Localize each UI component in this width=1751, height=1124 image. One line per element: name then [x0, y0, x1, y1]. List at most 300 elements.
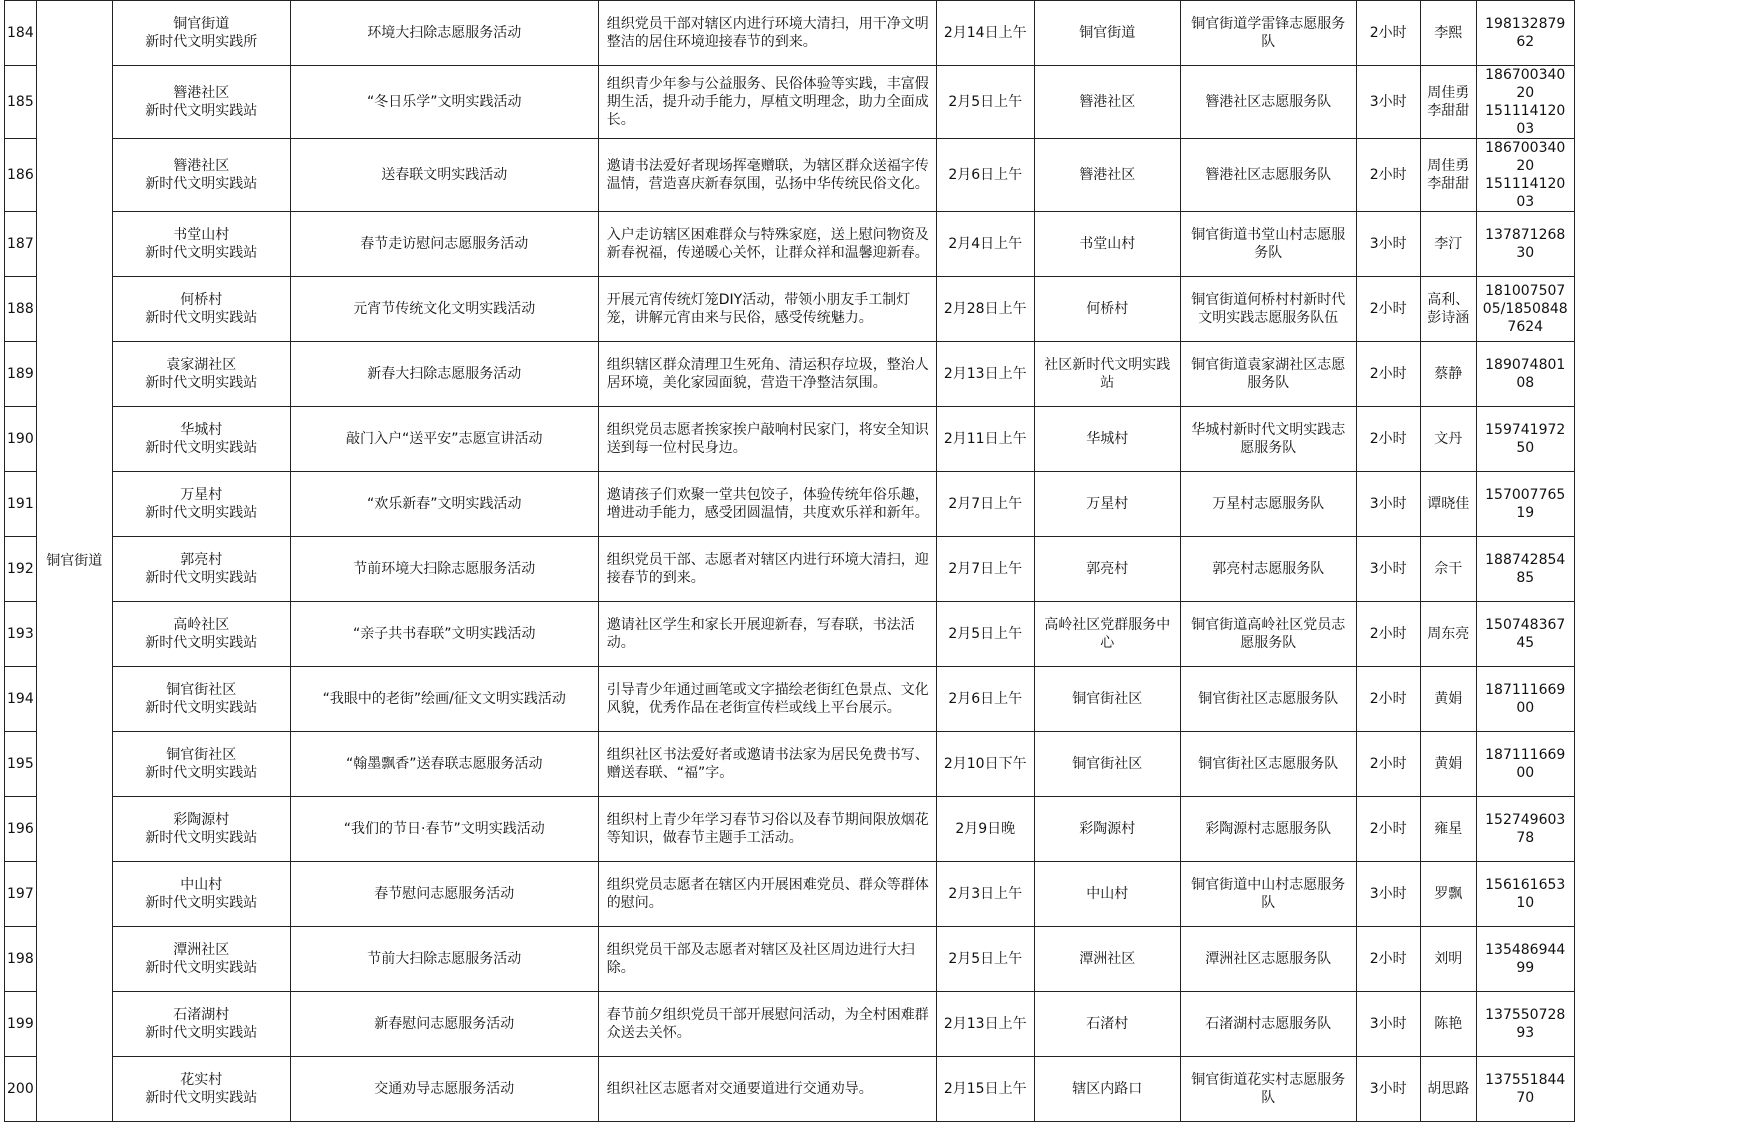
table-row: [5, 927, 1575, 992]
activity-name-cell[interactable]: [290, 667, 598, 732]
duration-cell[interactable]: [1356, 1, 1420, 66]
service-team-cell[interactable]: [1180, 407, 1356, 472]
table-row: [5, 139, 1575, 212]
activity-time-cell-text: 2月5日上午: [948, 626, 1023, 642]
duration-cell[interactable]: [1356, 342, 1420, 407]
duration-cell-text: 2小时: [1369, 756, 1407, 772]
service-team-cell[interactable]: [1180, 1057, 1356, 1122]
activity-time-cell[interactable]: [936, 1, 1034, 66]
activity-description-cell[interactable]: [598, 537, 936, 602]
contact-person-cell[interactable]: [1420, 277, 1476, 342]
contact-person-cell[interactable]: [1420, 602, 1476, 667]
organizer-cell-text: 新时代文明实践站: [145, 103, 258, 119]
activity-time-cell[interactable]: [936, 732, 1034, 797]
contact-person-cell[interactable]: [1420, 992, 1476, 1057]
organizer-cell-text: 新时代文明实践站: [145, 830, 258, 846]
service-team-cell[interactable]: [1180, 212, 1356, 277]
organizer-cell[interactable]: [112, 277, 290, 342]
contact-person-cell[interactable]: [1420, 342, 1476, 407]
row-number-cell-text: 199: [7, 1016, 34, 1032]
duration-cell-text: 3小时: [1369, 94, 1407, 110]
duration-cell[interactable]: [1356, 277, 1420, 342]
activity-name-cell-text: “我眼中的老街”绘画/征文文明实践活动: [322, 691, 566, 707]
activity-name-cell-text: 春节走访慰问志愿服务活动: [360, 236, 529, 252]
organizer-cell-text: 新时代文明实践站: [145, 505, 258, 521]
organizer-cell-text: 华城村: [180, 422, 223, 438]
activity-name-cell[interactable]: [290, 212, 598, 277]
service-team-cell-text: 簪港社区志愿服务队: [1205, 167, 1332, 183]
service-team-cell[interactable]: [1180, 797, 1356, 862]
contact-phone-text: 13755184470: [1485, 1072, 1566, 1106]
service-team-cell-text: 郭亮村志愿服务队: [1212, 561, 1325, 577]
activity-place-cell-text: 石渚村: [1086, 1016, 1129, 1032]
contact-phone-text: 15974197250: [1485, 422, 1566, 456]
activity-description-cell-text: 组织辖区群众清理卫生死角、清运积存垃圾，整治人居环境，美化家园面貌，营造干净整洁氛围。: [606, 357, 929, 391]
service-team-cell-text: 铜官街道花实村志愿服务队: [1191, 1072, 1346, 1106]
organizer-cell-text: 新时代文明实践站: [145, 310, 258, 326]
organizer-cell-text: 石渚湖村: [173, 1007, 230, 1023]
contact-person-cell[interactable]: [1420, 212, 1476, 277]
duration-cell-text: 3小时: [1369, 496, 1407, 512]
contact-phone-cell[interactable]: [1476, 667, 1574, 732]
organizer-cell[interactable]: [112, 927, 290, 992]
service-team-cell[interactable]: [1180, 1, 1356, 66]
table-body: [5, 1, 1575, 1122]
service-team-cell-text: 铜官街道何桥村村新时代文明实践志愿服务队伍: [1191, 292, 1346, 326]
organizer-cell[interactable]: [112, 472, 290, 537]
contact-phone-cell[interactable]: [1476, 472, 1574, 537]
contact-person-text: 罗飘: [1434, 886, 1463, 902]
activity-place-cell[interactable]: [1034, 407, 1180, 472]
contact-person-cell[interactable]: [1420, 797, 1476, 862]
row-number-cell[interactable]: [5, 212, 37, 277]
table-row: [5, 862, 1575, 927]
service-team-cell-text: 彩陶源村志愿服务队: [1205, 821, 1332, 837]
contact-phone-cell[interactable]: [1476, 139, 1574, 212]
table-row: [5, 1057, 1575, 1122]
activity-time-cell[interactable]: [936, 342, 1034, 407]
duration-cell-text: 3小时: [1369, 1016, 1407, 1032]
activity-description-cell[interactable]: [598, 1, 936, 66]
activity-name-cell-text: 环境大扫除志愿服务活动: [367, 25, 522, 41]
duration-cell[interactable]: [1356, 667, 1420, 732]
row-number-cell[interactable]: [5, 797, 37, 862]
organizer-cell[interactable]: [112, 992, 290, 1057]
activity-name-cell-text: “我们的节日·春节”文明实践活动: [343, 821, 545, 837]
contact-person-text: 李甜甜: [1427, 103, 1470, 119]
activity-time-cell-text: 2月14日上午: [943, 25, 1027, 41]
service-team-cell-text: 铜官街道袁家湖社区志愿服务队: [1191, 357, 1346, 391]
contact-phone-cell[interactable]: [1476, 797, 1574, 862]
activity-name-cell-text: 敲门入户“送平安”志愿宣讲活动: [345, 431, 543, 447]
row-number-cell[interactable]: [5, 1, 37, 66]
activity-description-cell[interactable]: [598, 667, 936, 732]
activity-time-cell-text: 2月10日下午: [943, 756, 1027, 772]
contact-phone-text: 15074836745: [1485, 617, 1566, 651]
activity-description-cell[interactable]: [598, 927, 936, 992]
activity-name-cell-text: 春节慰问志愿服务活动: [374, 886, 515, 902]
activity-place-cell-text: 中山村: [1086, 886, 1129, 902]
organizer-cell-text: 新时代文明实践站: [145, 440, 258, 456]
contact-person-cell[interactable]: [1420, 537, 1476, 602]
row-number-cell[interactable]: [5, 139, 37, 212]
organizer-cell-text: 何桥村: [180, 292, 223, 308]
organizer-cell[interactable]: [112, 1, 290, 66]
activity-place-cell[interactable]: [1034, 537, 1180, 602]
street-cell[interactable]: [36, 1, 112, 1122]
activity-place-cell[interactable]: [1034, 1057, 1180, 1122]
contact-phone-text: 18670034020: [1485, 67, 1566, 101]
organizer-cell-text: 袁家湖社区: [166, 357, 237, 373]
contact-phone-cell[interactable]: [1476, 927, 1574, 992]
organizer-cell-text: 新时代文明实践所: [145, 34, 258, 50]
organizer-cell-text: 新时代文明实践站: [145, 176, 258, 192]
activity-place-cell-text: 万星村: [1086, 496, 1129, 512]
row-number-cell-text: 200: [7, 1081, 34, 1097]
activity-time-cell[interactable]: [936, 602, 1034, 667]
service-team-cell[interactable]: [1180, 537, 1356, 602]
service-team-cell[interactable]: [1180, 992, 1356, 1057]
contact-phone-text: 18874285485: [1485, 552, 1566, 586]
duration-cell[interactable]: [1356, 407, 1420, 472]
activity-description-cell-text: 入户走访辖区困难群众与特殊家庭，送上慰问物资及新春祝福，传递暖心关怀，让群众祥和温馨迎新春。: [606, 227, 929, 261]
activity-time-cell[interactable]: [936, 537, 1034, 602]
activity-name-cell[interactable]: [290, 342, 598, 407]
activity-place-cell[interactable]: [1034, 927, 1180, 992]
activity-description-cell-text: 组织党员干部、志愿者对辖区内进行环境大清扫，迎接春节的到来。: [606, 552, 929, 586]
activity-place-cell[interactable]: [1034, 212, 1180, 277]
service-team-cell-text: 铜官街道中山村志愿服务队: [1191, 877, 1346, 911]
duration-cell[interactable]: [1356, 1057, 1420, 1122]
row-number-cell[interactable]: [5, 862, 37, 927]
table-row: [5, 407, 1575, 472]
contact-phone-text: 19813287962: [1485, 16, 1566, 50]
table-row: [5, 667, 1575, 732]
table-row: [5, 277, 1575, 342]
activity-time-cell[interactable]: [936, 139, 1034, 212]
duration-cell[interactable]: [1356, 212, 1420, 277]
activity-description-cell[interactable]: [598, 602, 936, 667]
contact-person-cell[interactable]: [1420, 667, 1476, 732]
activity-place-cell[interactable]: [1034, 862, 1180, 927]
contact-person-text: 周东亮: [1427, 626, 1470, 642]
contact-person-cell[interactable]: [1420, 1057, 1476, 1122]
duration-cell-text: 2小时: [1369, 301, 1407, 317]
activity-place-cell[interactable]: [1034, 472, 1180, 537]
organizer-cell[interactable]: [112, 797, 290, 862]
service-team-cell[interactable]: [1180, 667, 1356, 732]
street-text: 铜官街道: [46, 553, 103, 569]
row-number-cell[interactable]: [5, 537, 37, 602]
row-number-cell[interactable]: [5, 342, 37, 407]
activity-name-cell-text: 元宵节传统文化文明实践活动: [353, 301, 536, 317]
activity-description-cell[interactable]: [598, 212, 936, 277]
activity-name-cell[interactable]: [290, 537, 598, 602]
contact-phone-text: 18711166900: [1485, 682, 1566, 716]
contact-phone-cell[interactable]: [1476, 862, 1574, 927]
row-number-cell[interactable]: [5, 472, 37, 537]
service-team-cell-text: 铜官街社区志愿服务队: [1198, 691, 1339, 707]
activity-time-cell-text: 2月13日上午: [943, 366, 1027, 382]
activity-name-cell[interactable]: [290, 927, 598, 992]
activity-name-cell-text: “亲子共书春联”文明实践活动: [352, 626, 536, 642]
table-row: [5, 342, 1575, 407]
activity-place-cell[interactable]: [1034, 277, 1180, 342]
contact-person-cell[interactable]: [1420, 472, 1476, 537]
activity-description-cell[interactable]: [598, 277, 936, 342]
row-number-cell[interactable]: [5, 66, 37, 139]
activity-place-cell[interactable]: [1034, 797, 1180, 862]
activity-name-cell-text: 节前环境大扫除志愿服务活动: [353, 561, 536, 577]
activity-name-cell[interactable]: [290, 797, 598, 862]
contact-phone-text: 13548694499: [1485, 942, 1566, 976]
organizer-cell-text: 新时代文明实践站: [145, 1025, 258, 1041]
activity-name-cell[interactable]: [290, 407, 598, 472]
contact-phone-cell[interactable]: [1476, 212, 1574, 277]
activity-time-cell-text: 2月3日上午: [948, 886, 1023, 902]
activity-description-cell[interactable]: [598, 472, 936, 537]
duration-cell[interactable]: [1356, 472, 1420, 537]
row-number-cell[interactable]: [5, 992, 37, 1057]
duration-cell-text: 2小时: [1369, 691, 1407, 707]
service-team-cell[interactable]: [1180, 472, 1356, 537]
organizer-cell-text: 新时代文明实践站: [145, 895, 258, 911]
activity-time-cell[interactable]: [936, 66, 1034, 139]
organizer-cell-text: 新时代文明实践站: [145, 765, 258, 781]
table-row: [5, 537, 1575, 602]
duration-cell[interactable]: [1356, 797, 1420, 862]
activity-description-cell-text: 组织社区志愿者对交通要道进行交通劝导。: [606, 1081, 873, 1097]
contact-phone-cell[interactable]: [1476, 537, 1574, 602]
contact-person-cell[interactable]: [1420, 66, 1476, 139]
row-number-cell-text: 189: [7, 366, 34, 382]
activity-place-cell-text: 铜官街道: [1079, 25, 1136, 41]
activity-time-cell[interactable]: [936, 277, 1034, 342]
organizer-cell[interactable]: [112, 139, 290, 212]
activity-table: [4, 0, 1575, 1122]
service-team-cell[interactable]: [1180, 66, 1356, 139]
row-number-cell[interactable]: [5, 277, 37, 342]
activity-description-cell-text: 组织党员干部对辖区内进行环境大清扫，用干净文明整洁的居住环境迎接春节的到来。: [606, 16, 929, 50]
contact-person-cell[interactable]: [1420, 927, 1476, 992]
activity-description-cell-text: 组织党员志愿者挨家挨户敲响村民家门，将安全知识送到每一位村民身边。: [606, 422, 929, 456]
duration-cell[interactable]: [1356, 537, 1420, 602]
table-row: [5, 212, 1575, 277]
service-team-cell-text: 铜官街道学雷锋志愿服务队: [1191, 16, 1346, 50]
organizer-cell[interactable]: [112, 342, 290, 407]
activity-time-cell-text: 2月6日上午: [948, 167, 1023, 183]
organizer-cell[interactable]: [112, 602, 290, 667]
activity-time-cell[interactable]: [936, 212, 1034, 277]
activity-description-cell[interactable]: [598, 139, 936, 212]
contact-person-cell[interactable]: [1420, 1, 1476, 66]
activity-description-cell[interactable]: [598, 66, 936, 139]
activity-description-cell[interactable]: [598, 342, 936, 407]
service-team-cell[interactable]: [1180, 927, 1356, 992]
contact-phone-cell[interactable]: [1476, 992, 1574, 1057]
contact-phone-cell[interactable]: [1476, 342, 1574, 407]
organizer-cell-text: 花实村: [180, 1072, 223, 1088]
activity-name-cell-text: 节前大扫除志愿服务活动: [367, 951, 522, 967]
organizer-cell[interactable]: [112, 212, 290, 277]
activity-place-cell[interactable]: [1034, 139, 1180, 212]
contact-phone-cell[interactable]: [1476, 407, 1574, 472]
activity-name-cell-text: 新春慰问志愿服务活动: [374, 1016, 515, 1032]
row-number-cell[interactable]: [5, 407, 37, 472]
contact-phone-cell[interactable]: [1476, 1, 1574, 66]
activity-name-cell[interactable]: [290, 472, 598, 537]
activity-name-cell[interactable]: [290, 1057, 598, 1122]
row-number-cell-text: 195: [7, 756, 34, 772]
activity-description-cell[interactable]: [598, 992, 936, 1057]
contact-phone-cell[interactable]: [1476, 602, 1574, 667]
contact-phone-text: 13787126830: [1485, 227, 1566, 261]
service-team-cell[interactable]: [1180, 139, 1356, 212]
row-number-cell[interactable]: [5, 1057, 37, 1122]
organizer-cell-text: 新时代文明实践站: [145, 245, 258, 261]
activity-time-cell[interactable]: [936, 472, 1034, 537]
contact-phone-text: 18670034020: [1485, 140, 1566, 174]
organizer-cell-text: 新时代文明实践站: [145, 635, 258, 651]
activity-name-cell[interactable]: [290, 602, 598, 667]
duration-cell-text: 3小时: [1369, 561, 1407, 577]
activity-time-cell[interactable]: [936, 667, 1034, 732]
activity-time-cell[interactable]: [936, 992, 1034, 1057]
duration-cell[interactable]: [1356, 66, 1420, 139]
contact-phone-cell[interactable]: [1476, 66, 1574, 139]
activity-place-cell[interactable]: [1034, 667, 1180, 732]
service-team-cell[interactable]: [1180, 602, 1356, 667]
service-team-cell[interactable]: [1180, 342, 1356, 407]
contact-phone-text: 15111412003: [1485, 176, 1566, 210]
organizer-cell[interactable]: [112, 667, 290, 732]
service-team-cell-text: 簪港社区志愿服务队: [1205, 94, 1332, 110]
activity-time-cell-text: 2月13日上午: [943, 1016, 1027, 1032]
service-team-cell-text: 铜官街社区志愿服务队: [1198, 756, 1339, 772]
row-number-cell[interactable]: [5, 927, 37, 992]
activity-place-cell[interactable]: [1034, 1, 1180, 66]
organizer-cell[interactable]: [112, 537, 290, 602]
duration-cell[interactable]: [1356, 732, 1420, 797]
activity-description-cell[interactable]: [598, 407, 936, 472]
activity-time-cell[interactable]: [936, 407, 1034, 472]
activity-time-cell[interactable]: [936, 862, 1034, 927]
organizer-cell[interactable]: [112, 862, 290, 927]
activity-description-cell-text: 引导青少年通过画笔或文字描绘老街红色景点、文化风貌，优秀作品在老街宣传栏或线上平台展示。: [606, 682, 929, 716]
row-number-cell[interactable]: [5, 667, 37, 732]
organizer-cell[interactable]: [112, 66, 290, 139]
duration-cell[interactable]: [1356, 992, 1420, 1057]
activity-description-cell-text: 组织党员干部及志愿者对辖区及社区周边进行大扫除。: [606, 942, 915, 976]
organizer-cell-text: 铜官街道: [173, 16, 230, 32]
row-number-cell-text: 193: [7, 626, 34, 642]
organizer-cell[interactable]: [112, 407, 290, 472]
contact-person-text: 高利、彭诗涵: [1427, 292, 1470, 326]
contact-phone-cell[interactable]: [1476, 1057, 1574, 1122]
row-number-cell-text: 184: [7, 25, 34, 41]
activity-description-cell-text: 邀请书法爱好者现场挥毫赠联，为辖区群众送福字传温情，营造喜庆新春氛围，弘扬中华传统民俗文化。: [606, 158, 929, 192]
activity-place-cell[interactable]: [1034, 732, 1180, 797]
contact-person-cell[interactable]: [1420, 407, 1476, 472]
service-team-cell[interactable]: [1180, 862, 1356, 927]
activity-name-cell[interactable]: [290, 277, 598, 342]
row-number-cell[interactable]: [5, 732, 37, 797]
activity-time-cell-text: 2月11日上午: [943, 431, 1027, 447]
activity-name-cell[interactable]: [290, 1, 598, 66]
duration-cell[interactable]: [1356, 602, 1420, 667]
activity-place-cell[interactable]: [1034, 992, 1180, 1057]
duration-cell[interactable]: [1356, 927, 1420, 992]
organizer-cell-text: 郭亮村: [180, 552, 223, 568]
duration-cell[interactable]: [1356, 139, 1420, 212]
contact-person-cell[interactable]: [1420, 862, 1476, 927]
service-team-cell[interactable]: [1180, 277, 1356, 342]
contact-phone-cell[interactable]: [1476, 277, 1574, 342]
service-team-cell-text: 潭洲社区志愿服务队: [1205, 951, 1332, 967]
contact-person-cell[interactable]: [1420, 732, 1476, 797]
activity-name-cell-text: “冬日乐学”文明实践活动: [366, 94, 522, 110]
activity-description-cell[interactable]: [598, 732, 936, 797]
contact-person-text: 周佳勇: [1427, 158, 1470, 174]
contact-person-text: 李甜甜: [1427, 176, 1470, 192]
activity-name-cell-text: 交通劝导志愿服务活动: [374, 1081, 515, 1097]
duration-cell[interactable]: [1356, 862, 1420, 927]
organizer-cell-text: 彩陶源村: [173, 812, 230, 828]
activity-time-cell-text: 2月5日上午: [948, 951, 1023, 967]
service-team-cell-text: 石渚湖村志愿服务队: [1205, 1016, 1332, 1032]
duration-cell-text: 2小时: [1369, 366, 1407, 382]
activity-name-cell[interactable]: [290, 992, 598, 1057]
row-number-cell-text: 186: [7, 167, 34, 183]
row-number-cell-text: 187: [7, 236, 34, 252]
contact-phone-cell[interactable]: [1476, 732, 1574, 797]
activity-description-cell-text: 组织社区书法爱好者或邀请书法家为居民免费书写、赠送春联、“福”字。: [606, 747, 929, 781]
activity-place-cell[interactable]: [1034, 342, 1180, 407]
activity-place-cell[interactable]: [1034, 66, 1180, 139]
organizer-cell[interactable]: [112, 1057, 290, 1122]
activity-place-cell[interactable]: [1034, 602, 1180, 667]
activity-name-cell[interactable]: [290, 862, 598, 927]
activity-place-cell-text: 郭亮村: [1086, 561, 1129, 577]
activity-name-cell[interactable]: [290, 732, 598, 797]
activity-description-cell[interactable]: [598, 862, 936, 927]
activity-name-cell-text: “欢乐新春”文明实践活动: [366, 496, 522, 512]
activity-place-cell-text: 潭洲社区: [1079, 951, 1136, 967]
organizer-cell[interactable]: [112, 732, 290, 797]
activity-time-cell[interactable]: [936, 1057, 1034, 1122]
duration-cell-text: 3小时: [1369, 886, 1407, 902]
activity-description-cell[interactable]: [598, 1057, 936, 1122]
row-number-cell-text: 198: [7, 951, 34, 967]
contact-person-cell[interactable]: [1420, 139, 1476, 212]
activity-name-cell-text: “翰墨飘香”送春联志愿服务活动: [345, 756, 543, 772]
activity-place-cell-text: 书堂山村: [1079, 236, 1136, 252]
activity-place-cell-text: 铜官街社区: [1072, 756, 1143, 772]
activity-description-cell-text: 开展元宵传统灯笼DIY活动，带领小朋友手工制灯笼，讲解元宵由来与民俗，感受传统魅力。: [606, 292, 911, 326]
duration-cell-text: 2小时: [1369, 25, 1407, 41]
activity-name-cell[interactable]: [290, 139, 598, 212]
activity-name-cell[interactable]: [290, 66, 598, 139]
contact-phone-text: 15616165310: [1485, 877, 1566, 911]
duration-cell-text: 2小时: [1369, 167, 1407, 183]
row-number-cell[interactable]: [5, 602, 37, 667]
table-row: [5, 992, 1575, 1057]
activity-description-cell[interactable]: [598, 797, 936, 862]
service-team-cell[interactable]: [1180, 732, 1356, 797]
contact-person-text: 刘明: [1434, 951, 1463, 967]
activity-time-cell[interactable]: [936, 797, 1034, 862]
activity-time-cell[interactable]: [936, 927, 1034, 992]
